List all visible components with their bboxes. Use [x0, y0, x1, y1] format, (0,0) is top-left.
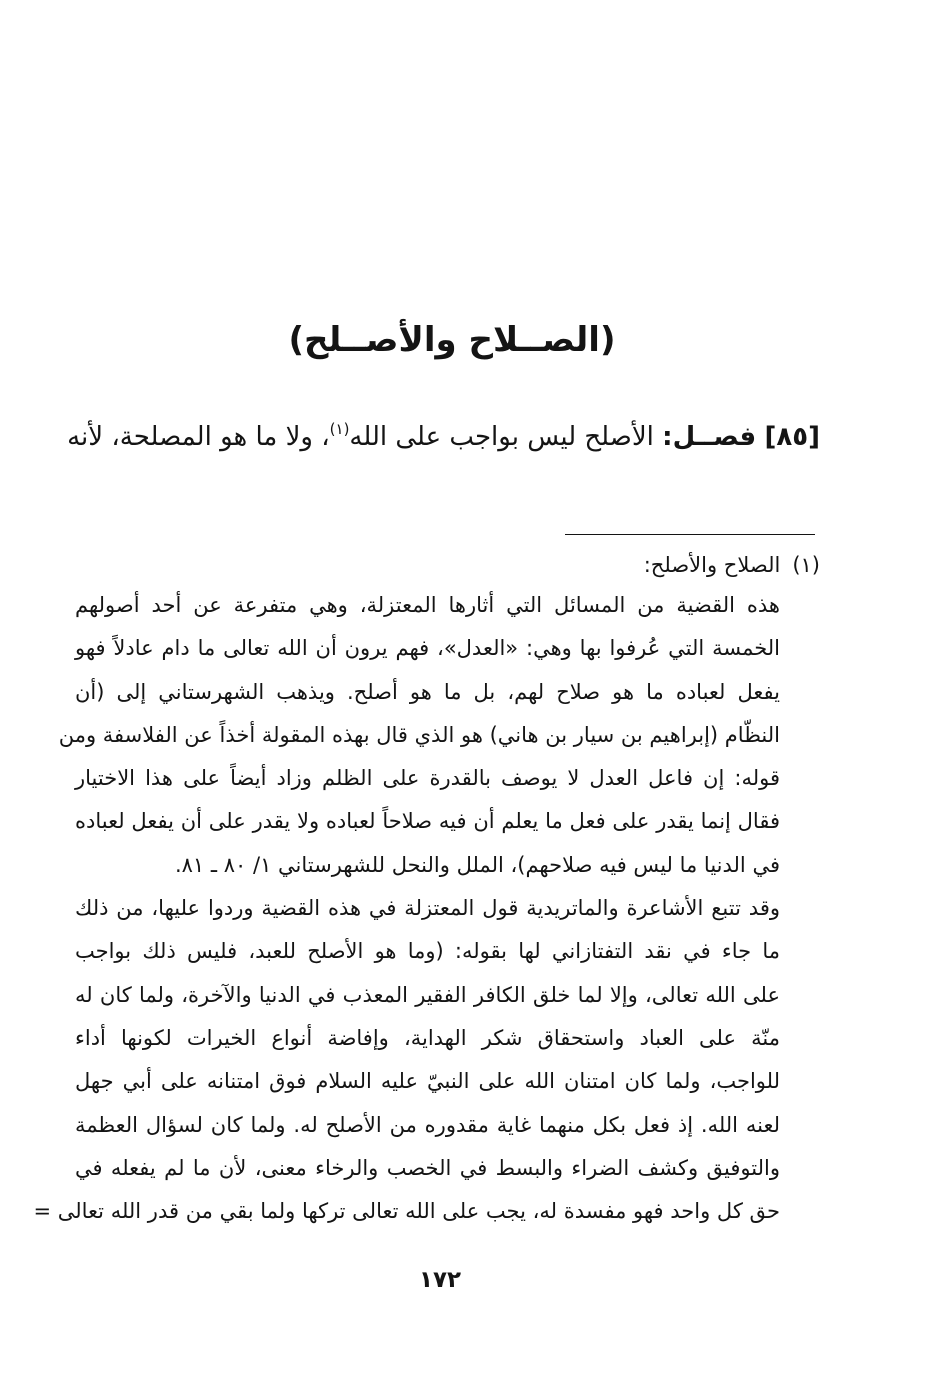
main-text-continued: ، ولا ما هو المصلحة، لأنه	[67, 422, 330, 452]
footnote-marker: (١)	[792, 553, 820, 577]
main-text-line	[67, 416, 820, 458]
footnote-line: الخمسة التي عُرفوا بها وهي: «العدل»، فهم يرون أن الله تعالى ما دام عادلاً فهو	[75, 636, 780, 661]
section-label: فصــل:	[662, 422, 757, 452]
footnote-separator	[565, 534, 815, 535]
footnote-heading-line	[75, 545, 820, 585]
footnote-line: ما جاء في نقد التفتازاني لها بقوله: (وما هو الأصلح للعبد، فليس ذلك بواجب	[75, 939, 780, 964]
footnote-line: في الدنيا ما ليس فيه صلاحهم)، الملل والنحل للشهرستاني ١/ ٨٠ ـ ٨١.	[174, 852, 780, 877]
footnote-line: لعنه الله. إذ فعل بكل منهما غاية مقدوره من الأصلح له. ولما كان لسؤال العظمة	[75, 1112, 780, 1137]
footnote-heading: الصلاح والأصلح:	[643, 553, 781, 577]
page-title: (الصــلاح والأصــلح)	[288, 320, 616, 360]
footnote-line: للواجب، ولما كان امتنان الله على النبيّ عليه السلام فوق امتنانه على أبي جهل	[75, 1069, 780, 1094]
footnote-line: حق كل واحد فهو مفسدة له، يجب على الله تعالى تركها ولما بقي من قدر الله تعالى =	[33, 1199, 780, 1224]
footnote-line: النظّام (إبراهيم بن سيار بن هاني) هو الذي قال بهذه المقولة أخذاً عن الفلاسفة ومن	[58, 722, 780, 747]
footnote-line: قوله: إن فاعل العدل لا يوصف بالقدرة على الظلم وزاد أيضاً على هذا الاختيار	[75, 766, 780, 791]
footnote-line: على الله تعالى، وإلا لما خلق الكافر الفقير المعذب في الدنيا والآخرة، ولما كان له	[75, 982, 780, 1007]
footnote-line: منّة على العباد واستحقاق شكر الهداية، وإفاضة أنواع الخيرات لكونها أداء	[75, 1025, 780, 1050]
footnote-line: يفعل لعباده ما هو صلاح لهم، بل ما هو أصلح. ويذهب الشهرستاني إلى (أن	[75, 679, 780, 704]
footnote-line: والتوفيق وكشف الضراء والبسط في الخصب والرخاء معنى، لأن ما لم يفعله في	[75, 1155, 780, 1180]
footnote-body	[33, 584, 780, 1233]
section-number: [٨٥]	[764, 422, 820, 452]
main-text: الأصلح ليس بواجب على الله	[349, 422, 654, 452]
footnote-line: هذه القضية من المسائل التي أثارها المعتزلة، وهي متفرعة عن أحد أصولهم	[75, 593, 780, 617]
footnote-line: فقال إنما يقدر على فعل ما يعلم أن فيه صلاحاً لعباده ولا يقدر على أن يفعل لعباده	[75, 809, 780, 834]
page-number: ١٧٢	[418, 1267, 462, 1293]
footnote-line: وقد تتبع الأشاعرة والماتريدية قول المعتزلة في هذه القضية وردوا عليها، من ذلك	[75, 896, 780, 921]
footnote-reference: (١)	[329, 420, 350, 438]
